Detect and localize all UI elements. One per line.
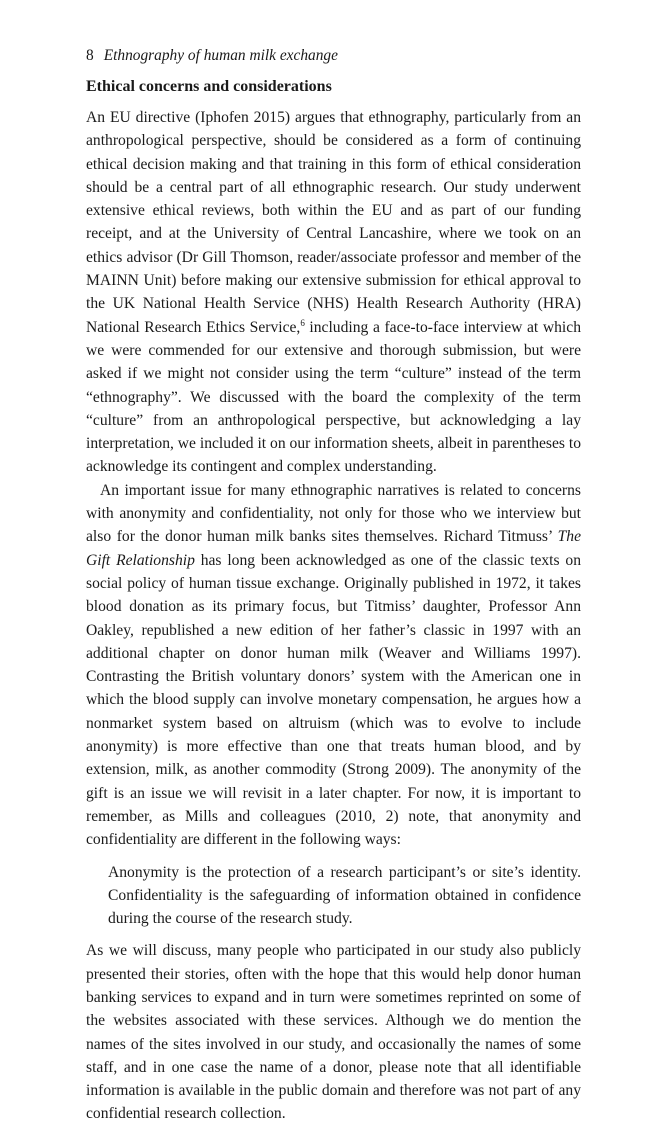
book-title: The Gift Relationship <box>86 528 581 569</box>
paragraph-ethics-review <box>86 106 581 479</box>
paragraph-anonymity <box>86 479 581 852</box>
block-quote: Anonymity is the protection of a research participant’s or site’s identity. Confidentiality is the safeguarding of information obtained in confidence during the course of the research study. <box>108 863 581 928</box>
paragraph-text: An important issue for many ethnographic narratives is related to concerns with anonymity and confidentiality, not only for those who we interview but also for the donor human milk banks sites themselves. Richard Titmuss’ <box>86 481 581 546</box>
running-title: Ethnography of human milk exchange <box>103 47 338 64</box>
page-number: 8 <box>86 47 94 64</box>
paragraph-text: has long been acknowledged as one of the classic texts on social policy of human tissue exchange. Originally published in 1972, it takes blood donation as its primary focus, but Titmiss’ daughter, Professor Ann Oakley, republished a new edition of her father’s classic in 1997 with an additional chapter on donor human milk (Weaver and Williams 1997). Contrasting the British voluntary donors’ system with the American one in which the blood supply can involve monetary compensation, he argues how a nonmarket system based on altruism (which was to evolve to include anonymity) is more effective than one that treats human blood, and by extension, milk, as another commodity (Strong 2009). The anonymity of the gift is an issue we will revisit in a later chapter. For now, it is important to remember, as Mills and colleagues (2010, 2) note, that anonymity and confidentiality are different in the following ways: <box>86 551 581 849</box>
book-page <box>86 46 581 1126</box>
paragraph-text: An EU directive (Iphofen 2015) argues that ethnography, particularly from an anthropological perspective, should be considered as a form of continuing ethical decision making and that training in this form of ethical consideration should be a central part of all ethnographic research. Our study underwent extensive ethical reviews, both within the EU and as part of our funding receipt, and at the University of Central Lancashire, where we took on an ethics advisor (Dr Gill Thomson, reader/associate professor and member of the MAINN Unit) before making our extensive submission for ethical approval to the UK National Health Service (NHS) Health Research Authority (HRA) National Research Ethics Service, <box>86 109 581 336</box>
section-heading: Ethical concerns and considerations <box>86 78 332 95</box>
paragraph-public-stories: As we will discuss, many people who participated in our study also publicly presented their stories, often with the hope that this would help donor human banking services to expand and in turn were sometimes reprinted on some of the websites associated with these services. Although we do mention the names of the sites involved in our study, and occasionally the names of some staff, and in one case the name of a donor, please note that all identifiable information is available in the public domain and therefore was not part of any confidential research collection. <box>86 942 581 1123</box>
footnote-marker: 6 <box>300 317 305 328</box>
running-head <box>86 46 581 66</box>
paragraph-text: including a face-to-face interview at which we were commended for our extensive and thorough submission, but were asked if we might not consider using the term “culture” instead of the term “ethnography”. We discussed with the board the complexity of the term “culture” from an anthropological perspective, but acknowledging a lay interpretation, we included it on our information sheets, albeit in parentheses to acknowledge its contingent and complex understanding. <box>86 318 581 476</box>
